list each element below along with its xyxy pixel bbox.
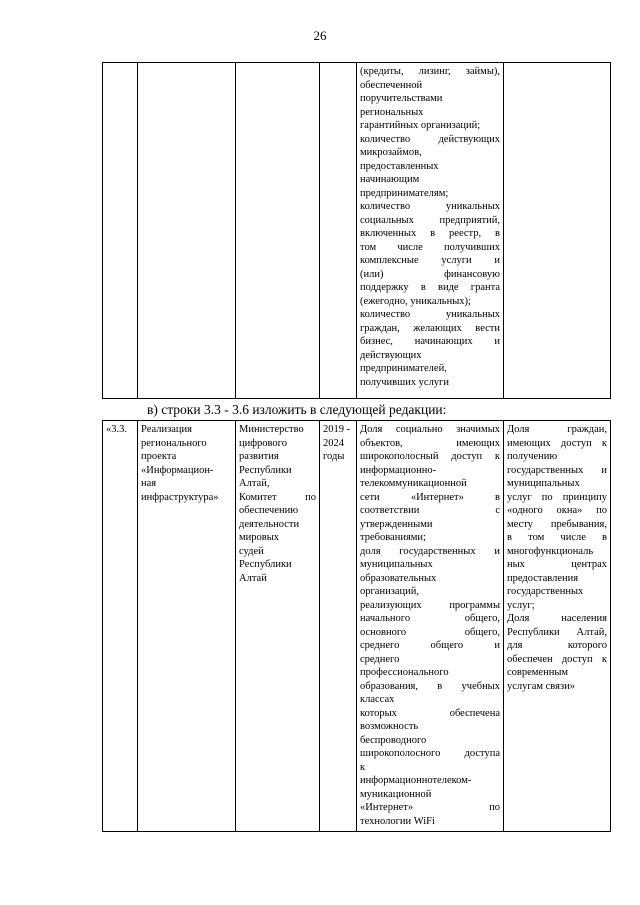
- cell-text-line: начального общего,: [360, 613, 500, 624]
- cell-text-line: 2024: [323, 437, 344, 449]
- cell-text-line: мировых: [239, 532, 280, 543]
- cell-text-line: начинающим: [360, 174, 420, 185]
- cell-text-line: 2019 -: [323, 424, 351, 435]
- cell-text-line: многофункциональ: [507, 545, 594, 557]
- cell-text-line: получивших услуги: [360, 376, 449, 388]
- cell-text-line: Министерство: [239, 424, 304, 435]
- cell-text-line: сети «Интернет» в: [360, 491, 500, 503]
- cell-text-line: основного общего,: [360, 626, 500, 638]
- cell-text-line: к: [360, 761, 366, 773]
- cell-text-line: годы: [323, 451, 345, 462]
- cell-text-line: обеспечению: [239, 505, 299, 516]
- table-row: [103, 421, 611, 832]
- cell-text-line: имеющих доступ к: [507, 437, 607, 449]
- cell-text-line: объектов, имеющих: [360, 437, 500, 449]
- cell-text-line: предоставленных: [360, 160, 439, 172]
- cell-text-line: количество уникальных: [360, 201, 500, 212]
- table-cell-years: [320, 63, 357, 399]
- cell-text-line: регионального: [141, 437, 207, 449]
- cell-text-line: образования, в учебных: [360, 680, 500, 692]
- cell-text-line: требованиями;: [360, 532, 426, 543]
- cell-text-line: поддержку в виде гранта: [360, 282, 500, 293]
- cell-text-line: обеспеченной: [360, 79, 423, 91]
- cell-text-line: проекта: [141, 451, 177, 462]
- cell-text-line: Реализация: [141, 424, 192, 435]
- cell-text-line: Доля граждан,: [507, 424, 607, 435]
- cell-text-line: доля государственных и: [360, 545, 500, 557]
- cell-text-line: развития: [239, 451, 279, 462]
- cell-text-line: Республики: [239, 559, 292, 570]
- cell-text-line: гарантийных организаций;: [360, 120, 481, 131]
- table-cell-project: [138, 421, 236, 832]
- cell-text-line: информационно-: [360, 464, 437, 476]
- cell-text-line: комплексные услуги и: [360, 255, 500, 266]
- cell-text-line: региональных: [360, 106, 424, 118]
- cell-text-line: деятельности: [239, 518, 300, 530]
- cell-text-line: реализующих программы: [360, 599, 500, 611]
- table-cell-results: [504, 421, 611, 832]
- cell-text-line: инфраструктура»: [141, 491, 219, 503]
- cell-text-line: действующих: [360, 349, 422, 361]
- cell-text-line: услуг по принципу: [507, 491, 607, 503]
- cell-text-line: том числе получивших: [360, 241, 500, 253]
- table-cell-results: [504, 63, 611, 399]
- cell-text-line: Комитет по: [239, 491, 316, 503]
- cell-text-line: месту пребывания,: [507, 518, 607, 530]
- cell-text-line: количество уникальных: [360, 309, 500, 320]
- cell-text-line: телекоммуникационной: [360, 478, 467, 489]
- cell-text-line: Доля социально значимых: [360, 424, 500, 435]
- cell-text-line: в том числе в: [507, 532, 607, 543]
- table-cell-project: [138, 63, 236, 399]
- cell-text-line: технологии WiFi: [360, 815, 435, 827]
- table-cell-indicators: [357, 63, 504, 399]
- cell-text-line: широкополосного доступа: [360, 748, 500, 759]
- cell-text-line: информационнотелеком-: [360, 775, 472, 786]
- cell-text-line: Алтай,: [239, 478, 270, 489]
- cell-text-line: «одного окна» по: [507, 505, 607, 516]
- cell-text-line: бизнес, начинающих и: [360, 336, 500, 347]
- cell-text-line: которых обеспечена: [360, 707, 500, 719]
- cell-text-line: муникационной: [360, 788, 432, 800]
- table-row-3-3: [102, 420, 611, 832]
- page-number: 26: [313, 28, 327, 43]
- cell-text-line: ная: [141, 478, 157, 489]
- cell-text-line: (ежегодно, уникальных);: [360, 295, 471, 307]
- cell-text-line: среднего: [360, 653, 400, 665]
- cell-text-line: цифрового: [239, 437, 287, 449]
- table-cell-indicators: [357, 421, 504, 832]
- cell-text-line: обеспечен доступ к: [507, 653, 607, 665]
- cell-text-line: количество действующих: [360, 133, 500, 145]
- cell-text-line: утвержденными: [360, 518, 433, 530]
- cell-text-line: услуг;: [507, 599, 535, 611]
- cell-text-line: муниципальных: [360, 559, 433, 570]
- cell-text-line: профессионального: [360, 667, 449, 678]
- cell-text-line: организаций,: [360, 586, 419, 597]
- table-cell-num: [103, 63, 138, 399]
- cell-text-line: широкополосный доступ к: [360, 451, 500, 462]
- table-cell-years: [320, 421, 357, 832]
- cell-text-line: беспроводного: [360, 734, 427, 746]
- table-cell-executor: [236, 63, 320, 399]
- cell-text-line: предоставления: [507, 572, 579, 584]
- cell-text-line: «Интернет» по: [360, 802, 500, 813]
- section-heading: в) строки 3.3 - 3.6 изложить в следующей редакции:: [147, 402, 447, 417]
- cell-text-line: образовательных: [360, 572, 437, 584]
- cell-text-line: получению: [507, 451, 558, 462]
- table-cell-executor: [236, 421, 320, 832]
- cell-text-line: граждан, желающих вести: [360, 322, 500, 334]
- cell-text-line: соответствии с: [360, 505, 500, 516]
- cell-text-line: Алтай: [239, 572, 267, 584]
- cell-text-line: «Информацион-: [141, 464, 214, 476]
- cell-text-line: (или) финансовую: [360, 268, 500, 280]
- cell-text-line: услугам связи»: [507, 680, 575, 692]
- table-cell-num: «3.3.: [103, 421, 138, 832]
- cell-text-line: Республики Алтай,: [507, 626, 607, 638]
- cell-text-line: для которого: [507, 640, 607, 651]
- cell-text-line: поручительствами: [360, 93, 443, 104]
- cell-text-line: современным: [507, 667, 569, 678]
- cell-text-line: классах: [360, 694, 395, 705]
- cell-text-line: среднего общего и: [360, 640, 500, 651]
- cell-text-line: предпринимателям;: [360, 187, 449, 199]
- cell-text-line: включенных в реестр, в: [360, 228, 500, 239]
- cell-text-line: (кредиты, лизинг, займы),: [360, 66, 500, 77]
- table-row: [103, 63, 611, 399]
- cell-text-line: предпринимателей,: [360, 363, 447, 374]
- cell-text-line: Доля населения: [507, 613, 607, 624]
- cell-text-line: социальных предприятий,: [360, 214, 500, 226]
- cell-text-line: судей: [239, 545, 264, 557]
- cell-text-line: государственных: [507, 586, 584, 597]
- cell-text-line: возможность: [360, 721, 419, 732]
- cell-text-line: муниципальных: [507, 478, 580, 489]
- cell-text-line: государственных и: [507, 464, 607, 476]
- table-continuation: [102, 62, 611, 399]
- cell-text-line: Республики: [239, 464, 292, 476]
- cell-text-line: ных центрах: [507, 559, 607, 570]
- cell-text-line: микрозаймов,: [360, 147, 422, 158]
